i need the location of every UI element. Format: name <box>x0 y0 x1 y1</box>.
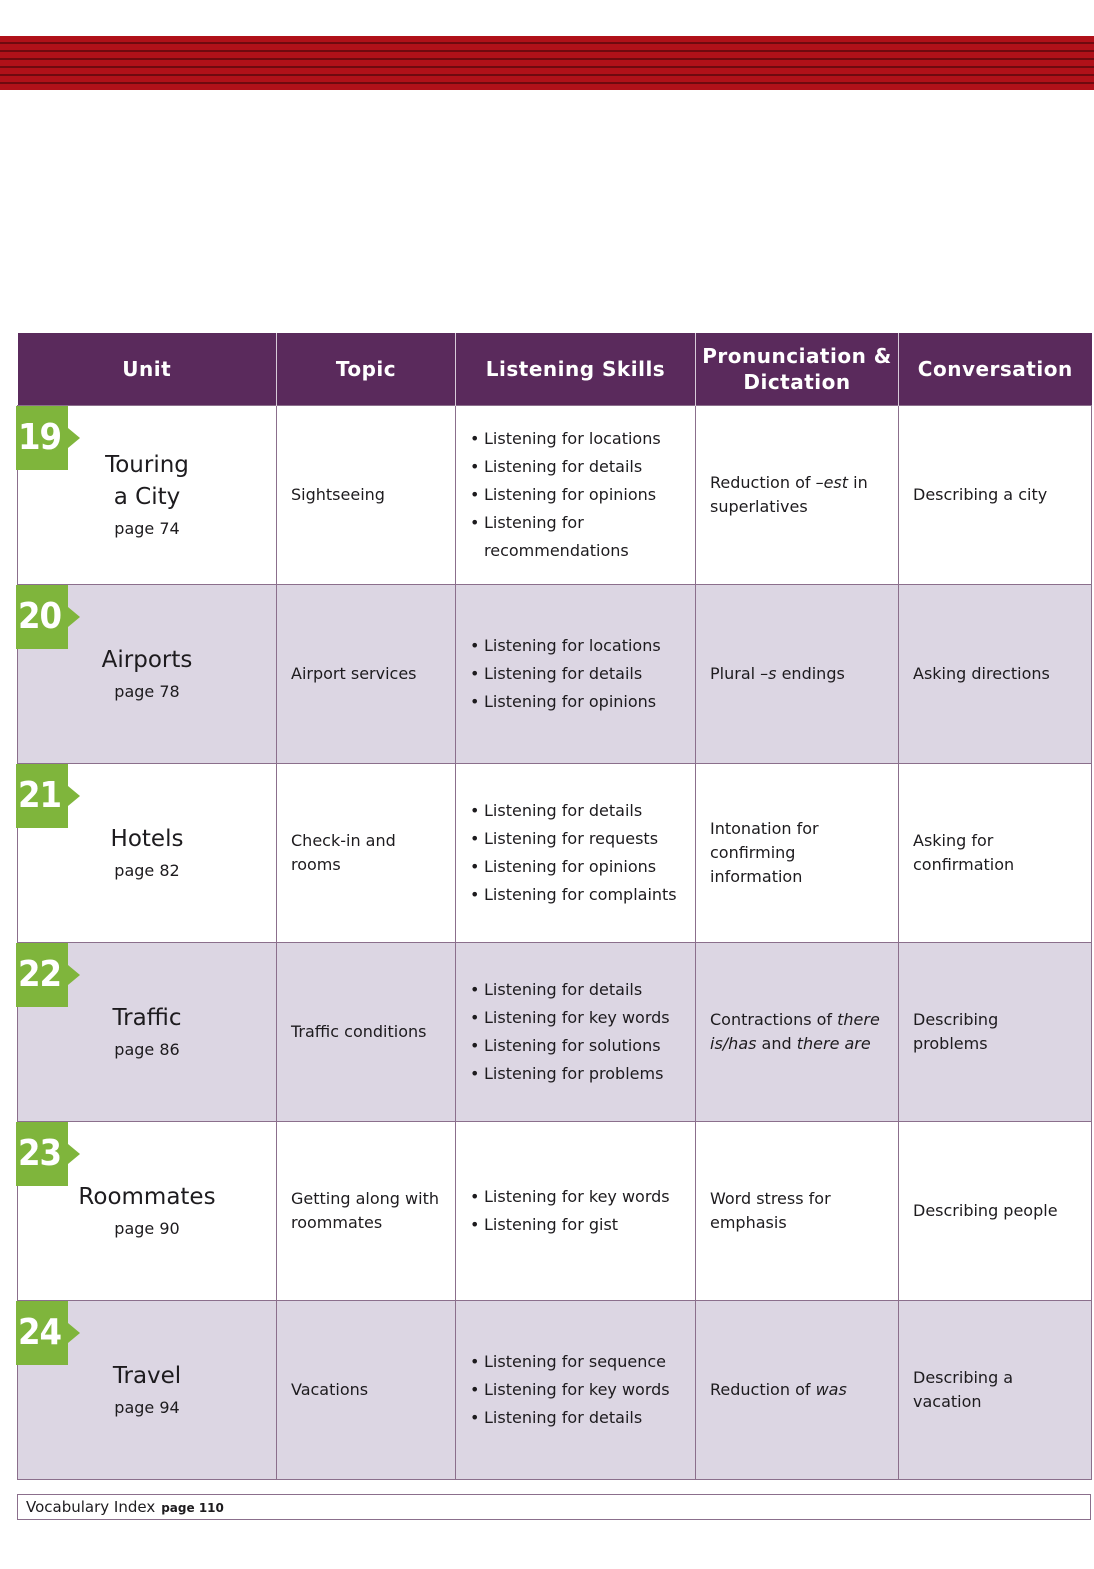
conversation-cell: Asking directions <box>899 585 1092 764</box>
unit-page-link[interactable]: page 90 <box>114 1219 180 1238</box>
skill-item: • Listening for details <box>470 660 681 688</box>
pronunciation-cell: Reduction of was <box>696 1301 899 1480</box>
skills-list <box>470 797 681 909</box>
topic-cell: Sightseeing <box>277 406 456 585</box>
pronunciation-cell: Reduction of –est in superlatives <box>696 406 899 585</box>
unit-cell <box>18 1122 277 1301</box>
unit-cell <box>18 943 277 1122</box>
topic-cell: Getting along with roommates <box>277 1122 456 1301</box>
topic-cell: Traffic conditions <box>277 943 456 1122</box>
pronunciation-cell: Intonation for confirming information <box>696 764 899 943</box>
skill-item: • Listening for locations <box>470 632 681 660</box>
unit-cell <box>18 764 277 943</box>
unit-number-tab: 24 <box>16 1301 68 1365</box>
unit-row <box>18 1301 1092 1480</box>
skills-list <box>470 425 681 565</box>
skills-list <box>470 1183 681 1239</box>
skill-item: • Listening for key words <box>470 1183 681 1211</box>
skill-item: • Listening for key words <box>470 1004 681 1032</box>
skills-cell <box>456 943 696 1122</box>
topic-cell: Airport services <box>277 585 456 764</box>
pronunciation-cell: Word stress for emphasis <box>696 1122 899 1301</box>
unit-cell <box>18 406 277 585</box>
unit-page-link[interactable]: page 74 <box>114 519 180 538</box>
unit-page-link[interactable]: page 78 <box>114 682 180 701</box>
skill-item: • Listening for gist <box>470 1211 681 1239</box>
unit-title: Hotels <box>110 826 184 852</box>
header-unit: Unit <box>18 333 277 406</box>
skill-item: • Listening for details <box>470 1404 681 1432</box>
conversation-cell: Describing people <box>899 1122 1092 1301</box>
unit-page-link[interactable]: page 94 <box>114 1398 180 1417</box>
skills-cell <box>456 1301 696 1480</box>
header-row <box>18 333 1092 406</box>
unit-number-tab: 23 <box>16 1122 68 1186</box>
skills-list <box>470 632 681 716</box>
skill-item: • Listening for recommendations <box>470 509 681 565</box>
conversation-cell: Describing problems <box>899 943 1092 1122</box>
skill-item: • Listening for problems <box>470 1060 681 1088</box>
contents-table <box>17 333 1092 1480</box>
skill-item: • Listening for opinions <box>470 853 681 881</box>
unit-title: Traffic <box>112 1005 182 1031</box>
unit-row <box>18 943 1092 1122</box>
skills-cell <box>456 585 696 764</box>
skill-item: • Listening for locations <box>470 425 681 453</box>
skill-item: • Listening for sequence <box>470 1348 681 1376</box>
skills-list <box>470 976 681 1088</box>
unit-row <box>18 1122 1092 1301</box>
unit-row <box>18 585 1092 764</box>
skills-cell <box>456 1122 696 1301</box>
conversation-cell: Asking for confirmation <box>899 764 1092 943</box>
unit-page-link[interactable]: page 82 <box>114 861 180 880</box>
skill-item: • Listening for solutions <box>470 1032 681 1060</box>
skill-item: • Listening for details <box>470 797 681 825</box>
header-topic: Topic <box>277 333 456 406</box>
conversation-cell: Describing a vacation <box>899 1301 1092 1480</box>
header-pronunciation: Pronunciation & Dictation <box>696 333 899 406</box>
unit-page-link[interactable]: page 86 <box>114 1040 180 1059</box>
vocabulary-index-footer[interactable] <box>17 1494 1091 1520</box>
unit-title: Airports <box>101 647 193 673</box>
top-decorative-band <box>0 36 1094 90</box>
unit-row <box>18 406 1092 585</box>
conversation-cell: Describing a city <box>899 406 1092 585</box>
skill-item: • Listening for key words <box>470 1376 681 1404</box>
unit-number-tab: 20 <box>16 585 68 649</box>
pronunciation-cell: Plural –s endings <box>696 585 899 764</box>
skill-item: • Listening for opinions <box>470 688 681 716</box>
unit-number-tab: 19 <box>16 406 68 470</box>
unit-cell <box>18 1301 277 1480</box>
unit-title: Touring a City <box>105 452 189 510</box>
unit-row <box>18 764 1092 943</box>
skill-item: • Listening for opinions <box>470 481 681 509</box>
skills-list <box>470 1348 681 1432</box>
unit-cell <box>18 585 277 764</box>
unit-number-tab: 21 <box>16 764 68 828</box>
topic-cell: Check-in and rooms <box>277 764 456 943</box>
pronunciation-cell: Contractions of there is/has and there are <box>696 943 899 1122</box>
unit-title: Travel <box>112 1363 182 1389</box>
skill-item: • Listening for complaints <box>470 881 681 909</box>
vocabulary-index-label: Vocabulary Index <box>26 1498 156 1516</box>
unit-title: Roommates <box>78 1184 216 1210</box>
vocabulary-index-page: page 110 <box>161 1501 224 1515</box>
unit-number-tab: 22 <box>16 943 68 1007</box>
skill-item: • Listening for requests <box>470 825 681 853</box>
skill-item: • Listening for details <box>470 453 681 481</box>
skills-cell <box>456 406 696 585</box>
skill-item: • Listening for details <box>470 976 681 1004</box>
topic-cell: Vacations <box>277 1301 456 1480</box>
header-conversation: Conversation <box>899 333 1092 406</box>
header-listening-skills: Listening Skills <box>456 333 696 406</box>
skills-cell <box>456 764 696 943</box>
